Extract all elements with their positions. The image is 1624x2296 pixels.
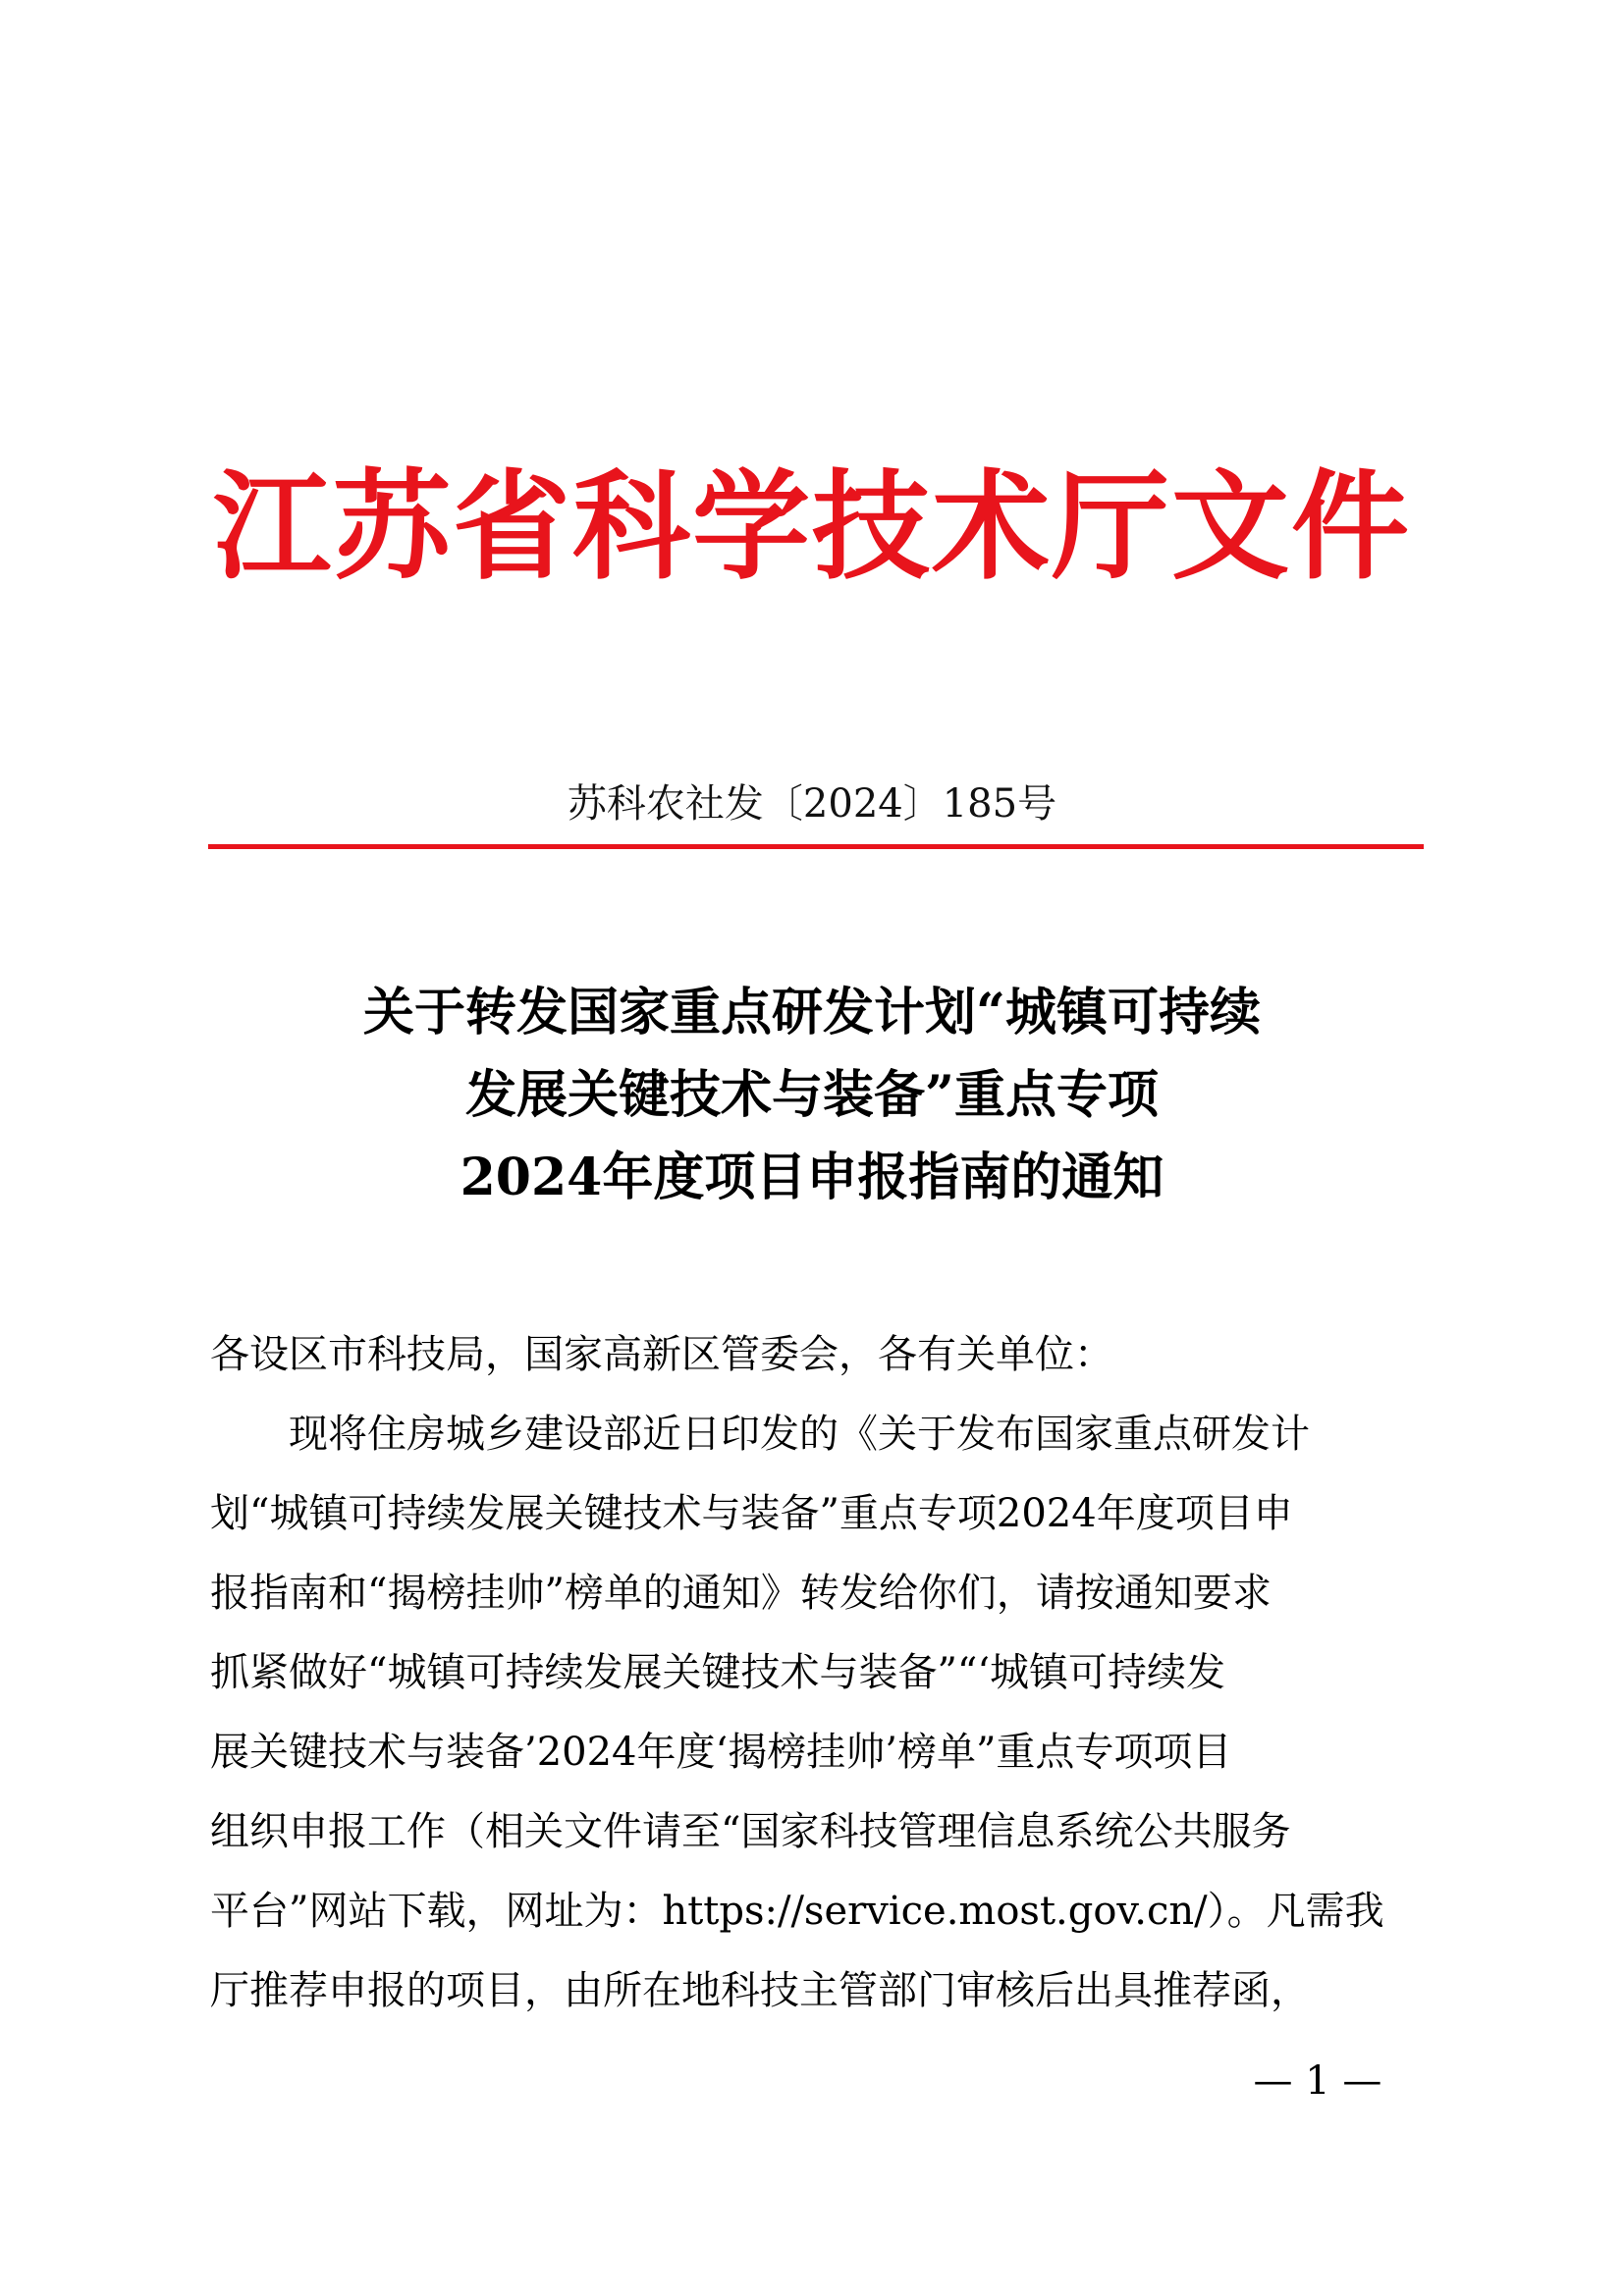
body-line: 抓紧做好“城镇可持续发展关键技术与装备”“‘城镇可持续发 (210, 1650, 1226, 1695)
notice-title-line: 2024年度项目申报指南的通知 (460, 1148, 1164, 1207)
body-line: 平台”网站下载，网址为：https://service.most.gov.cn/）。凡需我 (210, 1889, 1384, 1934)
document-number: 苏科农社发〔2024〕185号 (567, 781, 1057, 827)
red-divider-line (208, 844, 1424, 849)
body-line: 组织申报工作（相关文件请至“国家科技管理信息系统公共服务 (210, 1809, 1291, 1854)
page-number: — 1 — (1253, 2058, 1382, 2104)
notice-title (0, 972, 1624, 1219)
body-line: 展关键技术与装备’2024年度‘揭榜挂帅’榜单”重点专项项目 (210, 1730, 1232, 1775)
notice-title-line: 发展关键技术与装备”重点专项 (465, 1065, 1159, 1125)
salutation-line: 各设区市科技局，国家高新区管委会，各有关单位： (210, 1332, 1113, 1377)
body-line: 现将住房城乡建设部近日印发的《关于发布国家重点研发计 (210, 1412, 1310, 1457)
body-line: 厅推荐申报的项目，由所在地科技主管部门审核后出具推荐函， (210, 1968, 1310, 2013)
document-header-title: 江苏省科学技术厅文件 (213, 457, 1411, 596)
body-line: 报指南和“揭榜挂帅”榜单的通知》转发给你们，请按通知要求 (210, 1571, 1272, 1616)
notice-body (210, 1315, 1428, 2031)
notice-title-line: 关于转发国家重点研发计划“城镇可持续 (363, 983, 1261, 1042)
body-line: 划“城镇可持续发展关键技术与装备”重点专项2024年度项目申 (210, 1491, 1293, 1536)
